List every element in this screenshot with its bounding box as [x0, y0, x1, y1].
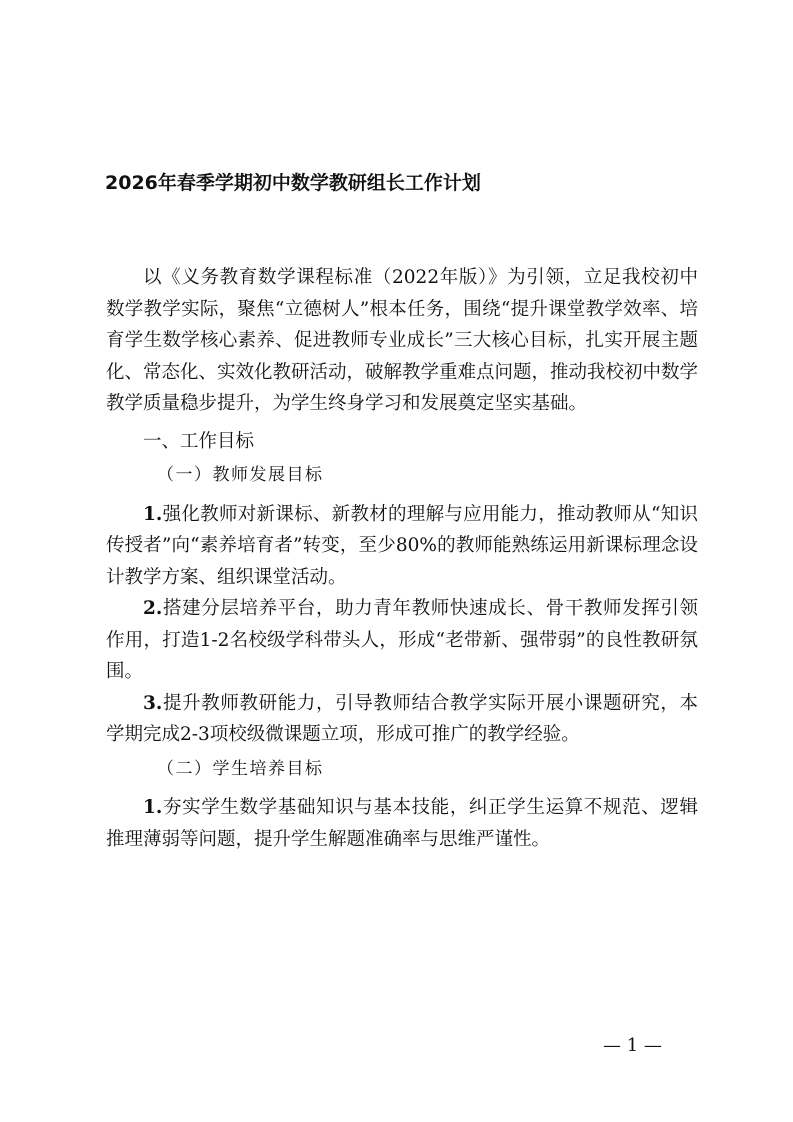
intro-paragraph: 以《义务教育数学课程标准（2022年版）》为引领，立足我校初中数学教学实际，聚焦“立德树人”根本任务，围绕“提升课堂教学效率、培育学生数学核心素养、促进教师专业成长”三大核心目标，扎实开展主题化、常态化、实效化教研活动，破解教学重难点问题，推动我校初中数学教学质量稳步提升，为学生终身学习和发展奠定坚实基础。 [106, 267, 699, 414]
document-title: 2026年春季学期初中数学教研组长工作计划 [105, 172, 481, 194]
item-text: 强化教师对新课标、新教材的理解与应用能力，推动教师从“知识传授者”向“素养培育者”转变，至少80%的教师能熟练运用新课标理念设计教学方案、组织课堂活动。 [106, 503, 698, 588]
item-number: 3. [143, 692, 163, 714]
student-goal-item-1 [106, 792, 698, 855]
teacher-goal-item-2 [106, 593, 698, 688]
document-body [106, 262, 698, 855]
item-number: 1. [143, 503, 163, 525]
page-number: — 1 — [603, 1035, 662, 1056]
subsection-heading-teacher: （一）教师发展目标 [157, 465, 324, 485]
teacher-goal-item-3 [106, 688, 698, 751]
item-text: 夯实学生数学基础知识与基本技能，纠正学生运算不规范、逻辑推理薄弱等问题，提升学生解题准确率与思维严谨性。 [106, 797, 698, 850]
item-text: 提升教师教研能力，引导教师结合教学实际开展小课题研究，本学期完成2-3项校级微课题立项，形成可推广的教学经验。 [106, 692, 698, 745]
section-heading-goals: 一、工作目标 [143, 430, 255, 452]
item-number: 1. [143, 797, 163, 818]
item-text: 搭建分层培养平台，助力青年教师快速成长、骨干教师发挥引领作用，打造1-2名校级学科带头人，形成“老带新、强带弱”的良性教研氛围。 [106, 598, 698, 682]
teacher-goal-item-1 [106, 499, 698, 594]
subsection-heading-student: （二）学生培养目标 [157, 758, 324, 779]
item-number: 2. [143, 598, 163, 619]
